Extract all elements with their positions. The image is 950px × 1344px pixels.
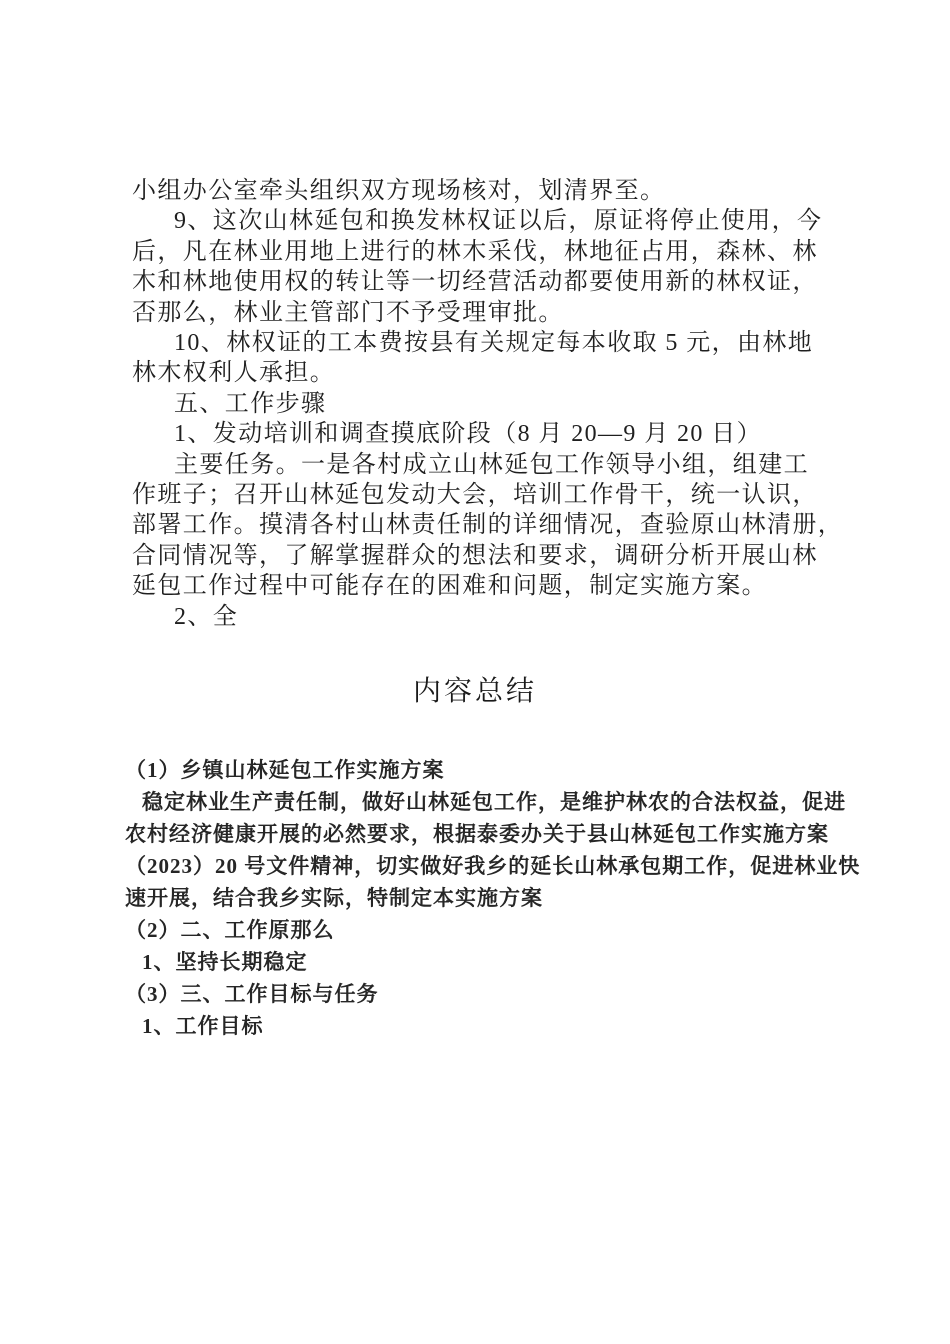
document-line: 后，凡在林业用地上进行的林木采伐，林地征占用，森林、林 — [132, 238, 818, 265]
document-line: 主要任务。一是各村成立山林延包工作领导小组，组建工 — [174, 451, 809, 478]
document-line: 延包工作过程中可能存在的困难和问题，制定实施方案。 — [132, 573, 767, 600]
summary-line: （2）二、工作原那么 — [125, 918, 335, 942]
summary-line: （3）三、工作目标与任务 — [125, 982, 379, 1006]
document-line: 小组办公室牵头组织双方现场核对，划清界至。 — [132, 178, 666, 204]
summary-line: 稳定林业生产责任制，做好山林延包工作，是维护林农的合法权益，促进 — [142, 790, 846, 814]
summary-line: （2023）20 号文件精神，切实做好我乡的延长山林承包期工作，促进林业快 — [125, 854, 861, 878]
document-line: 合同情况等，了解掌握群众的想法和要求，调研分析开展山林 — [132, 542, 818, 569]
content-summary-list — [125, 754, 861, 1042]
document-line: 1、发动培训和调查摸底阶段（8 月 20—9 月 20 日） — [174, 421, 762, 448]
document-line: 五、工作步骤 — [174, 390, 327, 417]
content-summary-heading: 内容总结 — [412, 676, 537, 707]
document-line: 2、全 — [174, 603, 239, 630]
summary-line: 1、工作目标 — [142, 1014, 264, 1038]
document-line: 部署工作。摸清各村山林责任制的详细情况，查验原山林清册， — [132, 512, 844, 539]
document-line: 9、这次山林延包和换发林权证以后，原证将停止使用，今 — [174, 208, 823, 235]
summary-line: 1、坚持长期稳定 — [142, 950, 308, 974]
document-line: 否那么，林业主管部门不予受理审批。 — [132, 299, 564, 326]
summary-line: 农村经济健康开展的必然要求，根据泰委办关于县山林延包工作实施方案 — [125, 822, 829, 846]
document-line: 木和林地使用权的转让等一切经营活动都要使用新的林权证， — [132, 269, 818, 296]
document-line: 林木权利人承担。 — [132, 360, 336, 387]
document-line: 10、林权证的工本费按县有关规定每本收取 5 元，由林地 — [174, 330, 814, 357]
document-line: 作班子；召开山林延包发动大会，培训工作骨干，统一认识， — [132, 482, 818, 509]
summary-line: 速开展，结合我乡实际，特制定本实施方案 — [125, 886, 543, 910]
summary-line: （1）乡镇山林延包工作实施方案 — [125, 758, 445, 782]
document-body-text — [132, 176, 844, 632]
